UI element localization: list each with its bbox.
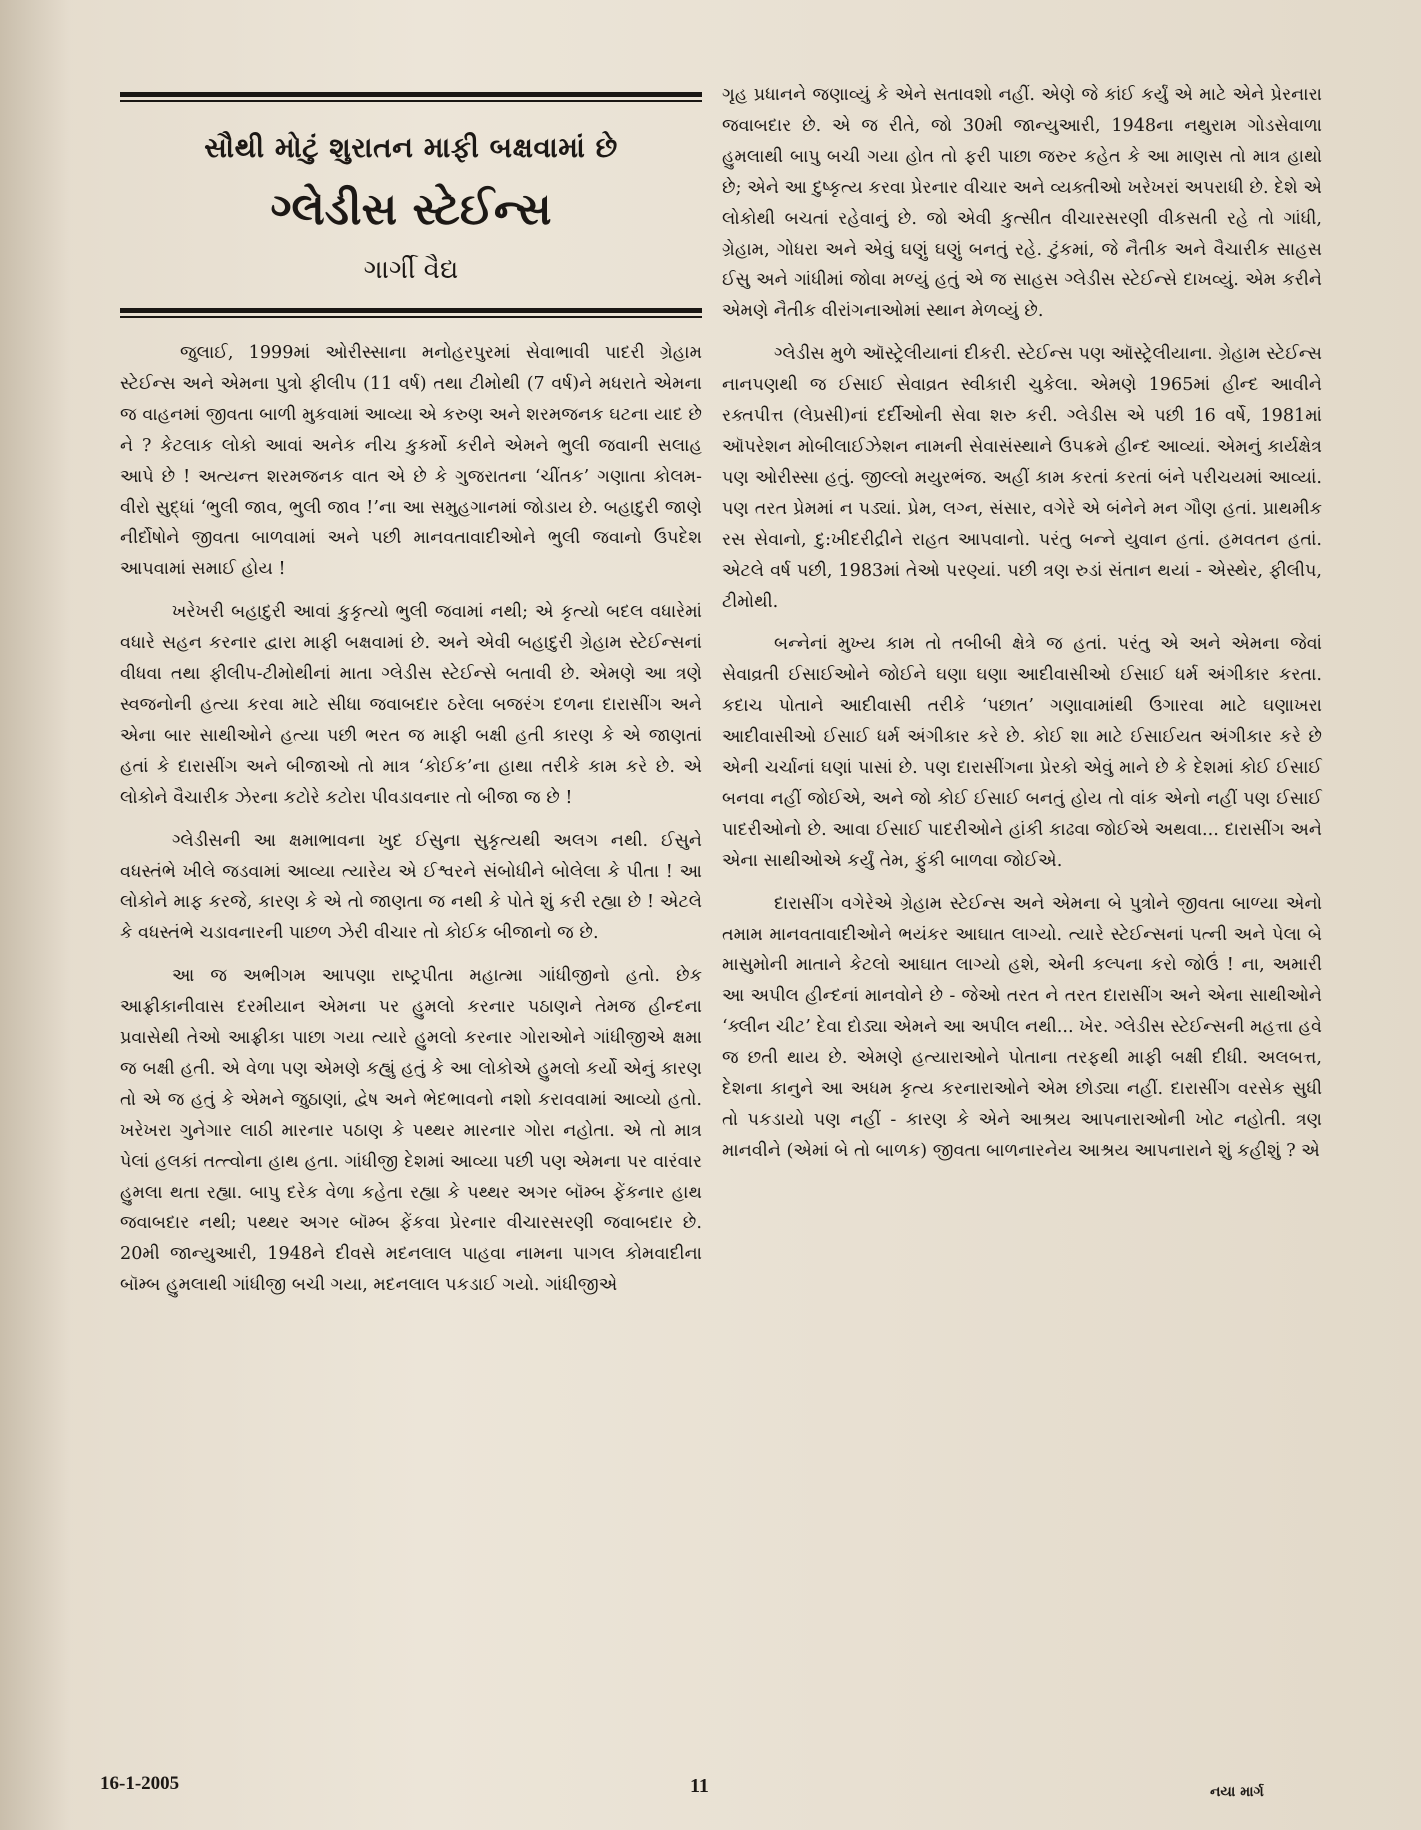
left-column <box>120 92 702 1301</box>
article-header <box>120 102 702 308</box>
paragraph: ગૃહ પ્રધાનને જણાવ્યું કે એને સતાવશો નહીં. એણે જે કાંઈ કર્યું એ માટે એને પ્રેરનારા જવાબદાર છે. એ જ રીતે, જો 30મી જાન્યુઆરી, 1948ના નથુરામ ગોડસેવાળા હુમલાથી બાપુ બચી ગયા હોત તો ફરી પાછા જરુર કહેત કે આ માણસ તો માત્ર હાથો છે; એને આ દુષ્કૃત્ય કરવા પ્રેરનાર વીચાર અને વ્યક્તીઓ ખરેખરાં અપરાધી છે. દેશે એ લોકોથી બચતાં રહેવાનું છે. જો એવી કુત્સીત વીચારસરણી વીકસતી રહે તો ગાંધી, ગ્રેહામ, ગોધરા અને એવું ઘણું ઘણું બનતું રહે. ટુંકમાં, જે નૈતીક અને વૈચારીક સાહસ ઈસુ અને ગાંધીમાં જોવા મળ્યું હતું એ જ સાહસ ગ્લેડીસ સ્ટેઈન્સે દાખવ્યું. એમ કરીને એમણે નૈતીક વીરાંગનાઓમાં સ્થાન મેળવ્યું છે. <box>722 85 1322 322</box>
header-rule-bottom <box>120 308 702 313</box>
paragraph: ગ્લેડીસ મુળે ઑસ્ટ્રેલીયાનાં દીકરી. સ્ટેઈન્સ પણ ઑસ્ટ્રેલીયાના. ગ્રેહામ સ્ટેઈન્સ નાનપણથી જ ઈસાઈ સેવાવ્રત સ્વીકારી ચુકેલા. એમણે 1965માં હીન્દ આવીને રક્તપીત્ત (લેપ્રસી)નાં દર્દીઓની સેવા શરુ કરી. ગ્લેડીસ એ પછી 16 વર્ષે, 1981માં ઑપરેશન મોબીલાઈઝેશન નામની સેવાસંસ્થાને ઉપક્રમે હીન્દ આવ્યાં. એમનું કાર્યક્ષેત્ર પણ ઓરીસ્સા હતું. જીલ્લો મયુરભંજ. અહીં કામ કરતાં કરતાં બંને પરીચયમાં આવ્યાં. પણ તરત પ્રેમમાં ન પડ્યાં. પ્રેમ, લગ્ન, સંસાર, વગેરે એ બંનેને મન ગૌણ હતાં. પ્રાથમીક રસ સેવાનો, દુ:ખીદરીદ્રીને રાહત આપવાનો. પરંતુ બન્ને યુવાન હતાં. હમવતન હતાં. એટલે વર્ષ પછી, 1983માં તેઓ પરણ્યાં. પછી ત્રણ રુડાં સંતાન થયાં - એસ્થેર, ફીલીપ, ટીમોથી. <box>722 344 1322 612</box>
page-number: 11 <box>690 1775 709 1797</box>
paragraph: ખરેખરી બહાદુરી આવાં કુકૃત્યો ભુલી જવામાં નથી; એ કૃત્યો બદલ વધારેમાં વધારે સહન કરનાર દ્વારા માફી બક્ષવામાં છે. અને એવી બહાદુરી ગ્રેહામ સ્ટેઈન્સનાં વીધવા તથા ફીલીપ-ટીમોથીનાં માતા ગ્લેડીસ સ્ટેઈન્સે બતાવી છે. એમણે આ ત્રણે સ્વજનોની હત્યા કરવા માટે સીધા જવાબદાર ઠરેલા બજરંગ દળના દારાસીંગ અને એના બાર સાથીઓને હત્યા પછી ભરત જ માફી બક્ષી હતી કારણ કે એ જાણતાં હતાં કે દારાસીંગ અને બીજાઓ તો માત્ર ‘કોઈક’ના હાથા તરીકે કામ કરે છે. એ લોકોને વૈચારીક ઝેરના કટોરે કટોરા પીવડાવનાર તો બીજા જ છે ! <box>120 602 702 808</box>
footer-date: 16-1-2005 <box>100 1773 180 1794</box>
publication-name: નયા માર્ગ <box>1210 1784 1264 1800</box>
right-column <box>722 80 1322 1167</box>
page-fold-shadow <box>0 0 70 1830</box>
paragraph: દારાસીંગ વગેરેએ ગ્રેહામ સ્ટેઈન્સ અને એમના બે પુત્રોને જીવતા બાળ્યા એનો તમામ માનવતાવાદીઓને ભયંકર આઘાત લાગ્યો. ત્યારે સ્ટેઈન્સનાં પત્ની અને પેલા બે માસુમોની માતાને કેટલો આઘાત લાગ્યો હશે, એની કલ્પના કરો જોઉં ! ના, અમારી આ અપીલ હીન્દનાં માનવોને છે - જેઓ તરત ને તરત દારાસીંગ અને એના સાથીઓને ‘ક્લીન ચીટ’ દેવા દોડ્યા એમને આ અપીલ નથી... ખેર. ગ્લેડીસ સ્ટેઈન્સની મહત્તા હવે જ છતી થાય છે. એમણે હત્યારાઓને પોતાના તરફથી માફી બક્ષી દીધી. અલબત્ત, દેશના કાનુને આ અધમ કૃત્ય કરનારાઓને એમ છોડ્યા નહીં. દારાસીંગ વરસેક સુધી તો પકડાયો પણ નહીં - કારણ કે એને આશ્રય આપનારાઓની ખોટ નહોતી. ત્રણ માનવીને (એમાં બે તો બાળક) જીવતા બાળનારનેય આશ્રય આપનારાને શું કહીશું ? એ <box>722 893 1322 1161</box>
paragraph: બન્નેનાં મુખ્ય કામ તો તબીબી ક્ષેત્રે જ હતાં. પરંતુ એ અને એમના જેવાં સેવાવ્રતી ઈસાઈઓને જોઈને ઘણા ઘણા આદીવાસીઓ ઈસાઈ ધર્મ અંગીકાર કરતા. કદાચ પોતાને આદીવાસી તરીકે ‘પછાત’ ગણાવામાંથી ઉગારવા માટે ઘણાખરા આદીવાસીઓ ઈસાઈ ધર્મ અંગીકાર કરે છે. કોઈ શા માટે ઈસાઈયત અંગીકાર કરે છે એની ચર્ચાનાં ઘણાં પાસાં છે. પણ દારાસીંગના પ્રેરકો એવું માને છે કે દેશમાં કોઈ ઈસાઈ બનવા નહીં જોઈએ, અને જો કોઈ ઈસાઈ બનતું હોય તો વાંક એનો નહીં પણ ઈસાઈ પાદરીઓનો છે. આવા ઈસાઈ પાદરીઓને હાંકી કાઢવા જોઈએ અથવા... દારાસીંગ અને એના સાથીઓએ કર્યું તેમ, ફુંકી બાળવા જોઈએ. <box>722 634 1322 871</box>
paragraph: આ જ અભીગમ આપણા રાષ્ટ્રપીતા મહાત્મા ગાંધીજીનો હતો. છેક આફ્રીકાનીવાસ દરમીયાન એમના પર હુમલો કરનાર પઠાણને તેમજ હીન્દના પ્રવાસેથી તેઓ આફ્રીકા પાછા ગયા ત્યારે હુમલો કરનાર ગોરાઓને ગાંધીજીએ ક્ષમા જ બક્ષી હતી. એ વેળા પણ એમણે કહ્યું હતું કે આ લોકોએ હુમલો કર્યો એનું કારણ તો એ જ હતું કે એમને જુઠાણાં, દ્વેષ અને ભેદભાવનો નશો કરાવવામાં આવ્યો હતો. ખરેખરા ગુનેગાર લાઠી મારનાર પઠાણ કે પથ્થર મારનાર ગોરા નહોતા. એ તો માત્ર પેલાં હલકાં તત્ત્વોના હાથ હતા. ગાંધીજી દેશમાં આવ્યા પછી પણ એમના પર વારંવાર હુમલા થતા રહ્યા. બાપુ દરેક વેળા કહેતા રહ્યા કે પથ્થર અગર બૉમ્બ ફેંકનાર હાથ જવાબદાર નથી; પથ્થર અગર બૉમ્બ ફેંકવા પ્રેરનાર વીચારસરણી જવાબદાર છે. 20મી જાન્યુઆરી, 1948ને દીવસે મદનલાલ પાહવા નામના પાગલ કોમવાદીના બૉમ્બ હુમલાથી ગાંધીજી બચી ગયા, મદનલાલ પકડાઈ ગયો. ગાંધીજીએ <box>120 966 702 1296</box>
paragraph: જુલાઈ, 1999માં ઓરીસ્સાના મનોહરપુરમાં સેવાભાવી પાદરી ગ્રેહામ સ્ટેઈન્સ અને એમના પુત્રો ફીલીપ (11 વર્ષ) તથા ટીમોથી (7 વર્ષ)ને મધરાતે એમના જ વાહનમાં જીવતા બાળી મુકવામાં આવ્યા એ કરુણ અને શરમજનક ઘટના યાદ છે ને ? કેટલાક લોકો આવાં અનેક નીચ કુકર્મો કરીને એમને ભુલી જવાની સલાહ આપે છે ! અત્યન્ત શરમજનક વાત એ છે કે ગુજરાતના ‘ચીંતક’ ગણાતા કોલમ-વીરો સુદ્ધાં ‘ભુલી જાવ, ભુલી જાવ !’ના આ સમુહગાનમાં જોડાય છે. બહાદુરી જાણે નીર્દોષોને જીવતા બાળવામાં અને પછી માનવતાવાદીઓને ભુલી જવાનો ઉપદેશ આપવામાં સમાઈ હોય ! <box>120 343 702 580</box>
paragraph: ગ્લેડીસની આ ક્ષમાભાવના ખુદ ઈસુના સુકૃત્યથી અલગ નથી. ઈસુને વધસ્તંભે ખીલે જડવામાં આવ્યા ત્યારેય એ ઈશ્વરને સંબોધીને બોલેલા કે પીતા ! આ લોકોને માફ કરજે, કારણ કે એ તો જાણતા જ નથી કે પોતે શું કરી રહ્યા છે ! એટલે કે વધસ્તંભે ચડાવનારની પાછળ ઝેરી વીચાર તો કોઈક બીજાનો જ છે. <box>120 830 702 944</box>
article-supertitle: સૌથી મોટું શુરાતન માફી બક્ષવામાં છે <box>204 131 618 164</box>
article-author: ગાર્ગી વૈદ્ય <box>363 255 459 285</box>
article-title: ગ્લેડીસ સ્ટેઈન્સ <box>270 184 552 235</box>
header-rule-top <box>120 92 702 97</box>
